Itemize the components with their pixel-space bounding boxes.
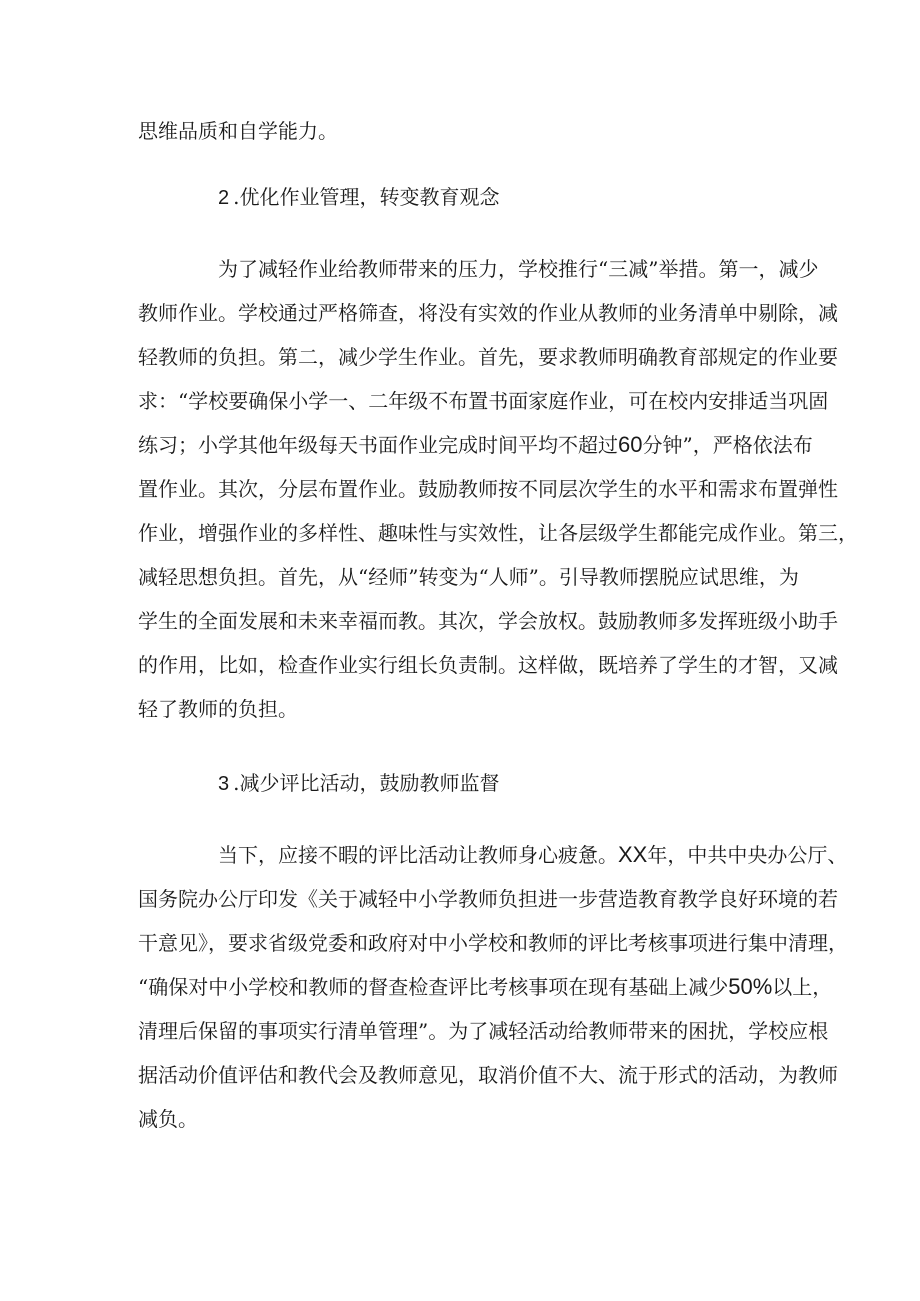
paragraph-text: 练习；小学其他年级每天书面作业完成时间平均不超过 — [138, 433, 618, 457]
paragraph-line: 国务院办公厅印发《关于减轻中小学教师负担进一步营造教育教学良好环境的若 — [138, 887, 838, 911]
paragraph-line: 清理后保留的事项实行清单管理”。为了减轻活动给教师带来的困扰，学校应根 — [138, 1019, 829, 1043]
number-value: 60 — [618, 432, 643, 457]
paragraph-text: 以上， — [772, 975, 833, 999]
paragraph-line — [218, 842, 848, 868]
paragraph-line: 轻教师的负担。第二，减少学生作业。首先，要求教师明确教育部规定的作业要 — [138, 345, 838, 369]
paragraph-line: 教师作业。学校通过严格筛查，将没有实效的作业从教师的业务清单中剔除，减 — [138, 301, 838, 325]
section-title: .减少评比活动，鼓励教师监督 — [233, 771, 500, 795]
paragraph-text: 年，中共中央办公厅、 — [647, 843, 848, 867]
paragraph-text: 分钟”，严格依法布 — [642, 433, 813, 457]
paragraph-line: 减轻思想负担。首先，从“经师”转变为“人师”。引导教师摆脱应试思维，为 — [138, 565, 799, 589]
paragraph-line — [138, 974, 833, 1000]
paragraph-line — [138, 432, 813, 458]
paragraph-line: 求：“学校要确保小学一、二年级不布置书面家庭作业，可在校内安排适当巩固 — [138, 389, 829, 413]
section-heading-3 — [218, 770, 499, 797]
paragraph-text: “确保对中小学校和教师的督查检查评比考核事项在现有基础上减少 — [138, 975, 729, 999]
paragraph-line: 置作业。其次，分层布置作业。鼓励教师按不同层次学生的水平和需求布置弹性 — [138, 477, 838, 501]
percent-value: 50% — [728, 974, 773, 999]
paragraph-line: 的作用，比如，检查作业实行组长负责制。这样做，既培养了学生的才智，又减 — [138, 653, 838, 677]
paragraph-line: 为了减轻作业给教师带来的压力，学校推行“三减”举措。第一，减少 — [218, 257, 819, 281]
paragraph-text: 思维品质和自学能力。 — [138, 119, 338, 143]
paragraph-line: 轻了教师的负担。 — [138, 697, 298, 721]
year-value: XX — [618, 842, 648, 867]
section-number: 2 — [218, 187, 230, 209]
paragraph-line — [138, 118, 338, 144]
section-number: 3 — [218, 773, 230, 795]
paragraph-line: 减负。 — [138, 1107, 198, 1131]
paragraph-line: 作业，增强作业的多样性、趣味性与实效性，让各层级学生都能完成作业。第三， — [138, 521, 858, 545]
paragraph-line: 据活动价值评估和教代会及教师意见，取消价值不大、流于形式的活动，为教师 — [138, 1063, 838, 1087]
section-title: .优化作业管理，转变教育观念 — [233, 185, 500, 209]
paragraph-text: 当下，应接不暇的评比活动让教师身心疲惫。 — [218, 843, 618, 867]
section-heading-2 — [218, 184, 499, 211]
paragraph-line: 干意见》，要求省级党委和政府对中小学校和教师的评比考核事项进行集中清理， — [138, 931, 848, 955]
paragraph-line: 学生的全面发展和未来幸福而教。其次，学会放权。鼓励教师多发挥班级小助手 — [138, 609, 838, 633]
